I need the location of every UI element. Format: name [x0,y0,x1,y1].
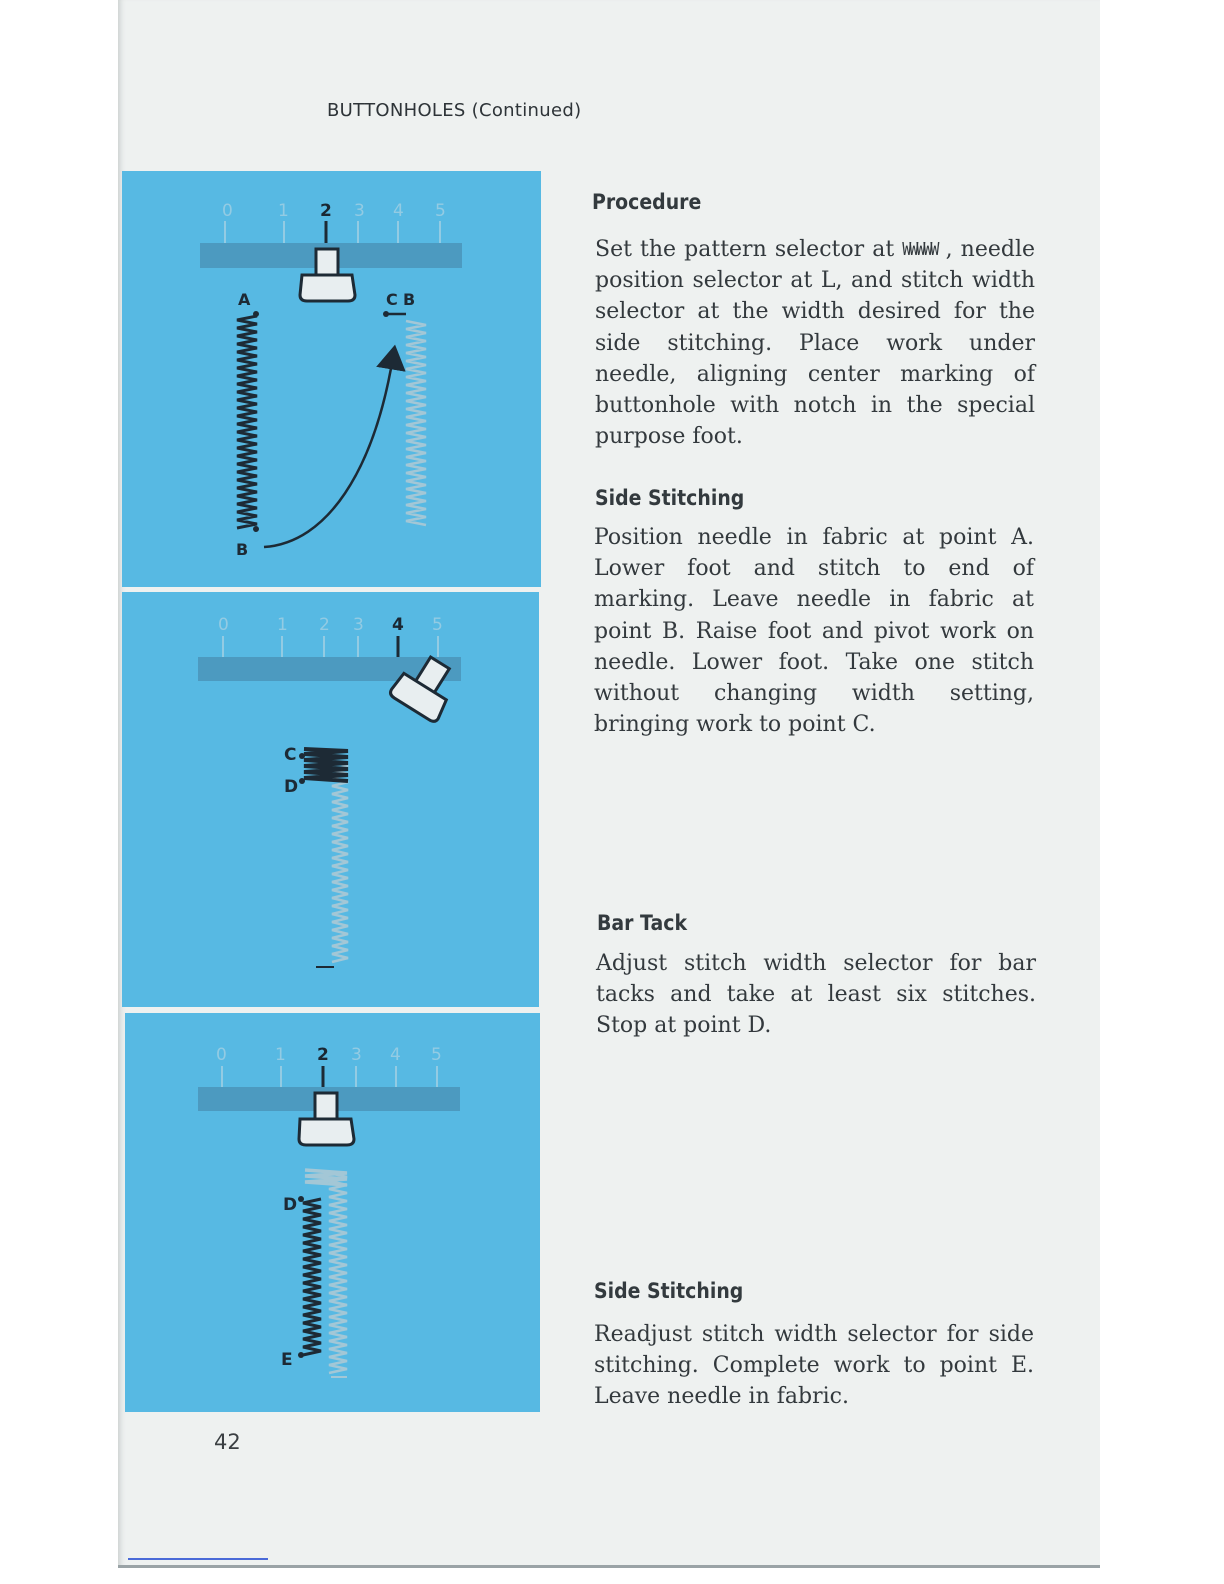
figure-bar-tack [122,592,539,1007]
running-head: BUTTONHOLES (Continued) [327,100,582,121]
side-stitching-2-heading: Side Stitching [594,1279,744,1303]
bar-tack-heading: Bar Tack [597,911,688,935]
procedure-text-start: Set the pattern selector at [595,237,895,262]
zigzag-left-dark [237,316,257,528]
figure-2-drawing [122,592,539,1007]
point-label-c: C [284,745,297,765]
zigzag-left-dark [303,1199,321,1355]
stitch-width-scale [216,1045,442,1088]
scale-number: 3 [351,1045,362,1065]
zigzag-right-light [329,1173,347,1373]
point-label-c: C [386,290,398,309]
point-label-b: B [236,540,249,559]
scale-number-selected: 2 [320,201,332,221]
scale-number: 1 [277,615,288,635]
scale-number: 0 [222,201,233,221]
figure-1-drawing [122,171,541,587]
scale-number-selected: 2 [317,1045,329,1065]
bar-tack-dark [304,749,348,781]
side-stitching-2-text: Readjust stitch width selector for side stitching. Complete work to point E. Leave needle in fabric. [594,1322,1034,1410]
scale-number: 5 [432,615,443,635]
scale-number: 2 [319,615,330,635]
side-stitching-text: Position needle in fabric at point A. Lower foot and stitch to end of marking. Leave needle in fabric at point B. Raise foot and pivot work on needle. Lower foot. Take one stitch without changing width setting, bringing work to point C. [594,525,1034,738]
figure-side-stitching-2 [125,1013,540,1412]
scale-number: 3 [353,615,364,635]
scale-number: 3 [354,201,365,221]
scale-number: 0 [216,1045,227,1065]
scale-number-selected: 4 [392,615,404,635]
scale-number: 1 [278,201,289,221]
bar-tack-text: Adjust stitch width selector for bar tacks and take at least six stitches. Stop at point D. [596,951,1036,1039]
scale-number: 5 [435,201,446,221]
page-number: 42 [214,1430,241,1454]
scale-number: 4 [390,1045,401,1065]
scale-number: 5 [431,1045,442,1065]
procedure-text [595,234,1035,452]
procedure-text-rest: , needle position selector at L, and stitch width selector at the width desired for the side stitching. Place work under needle, aligning center marking of buttonhole with notch in the special purpose foot. [595,237,1036,450]
side-stitching-heading: Side Stitching [595,486,745,510]
procedure-heading: Procedure [592,190,702,214]
zigzag-right-light [406,321,426,525]
scale-number: 4 [393,201,404,221]
figure-3-drawing [125,1013,540,1412]
page-edge-mark [128,1558,268,1560]
point-label-d: D [283,1195,298,1215]
point-label-b-right: B [403,290,416,309]
stitch-width-scale [222,201,446,243]
point-label-a: A [238,290,251,309]
stitch-width-scale [218,615,443,658]
zigzag-light [332,762,348,962]
pivot-arrow [264,357,393,547]
scale-number: 1 [275,1045,286,1065]
page-edge [118,1565,1100,1568]
zigzag-pattern-icon: WWWWW [902,238,938,260]
figure-side-stitching [122,171,541,587]
point-label-d: D [284,777,299,797]
point-label-e: E [281,1350,293,1370]
scale-number: 0 [218,615,229,635]
